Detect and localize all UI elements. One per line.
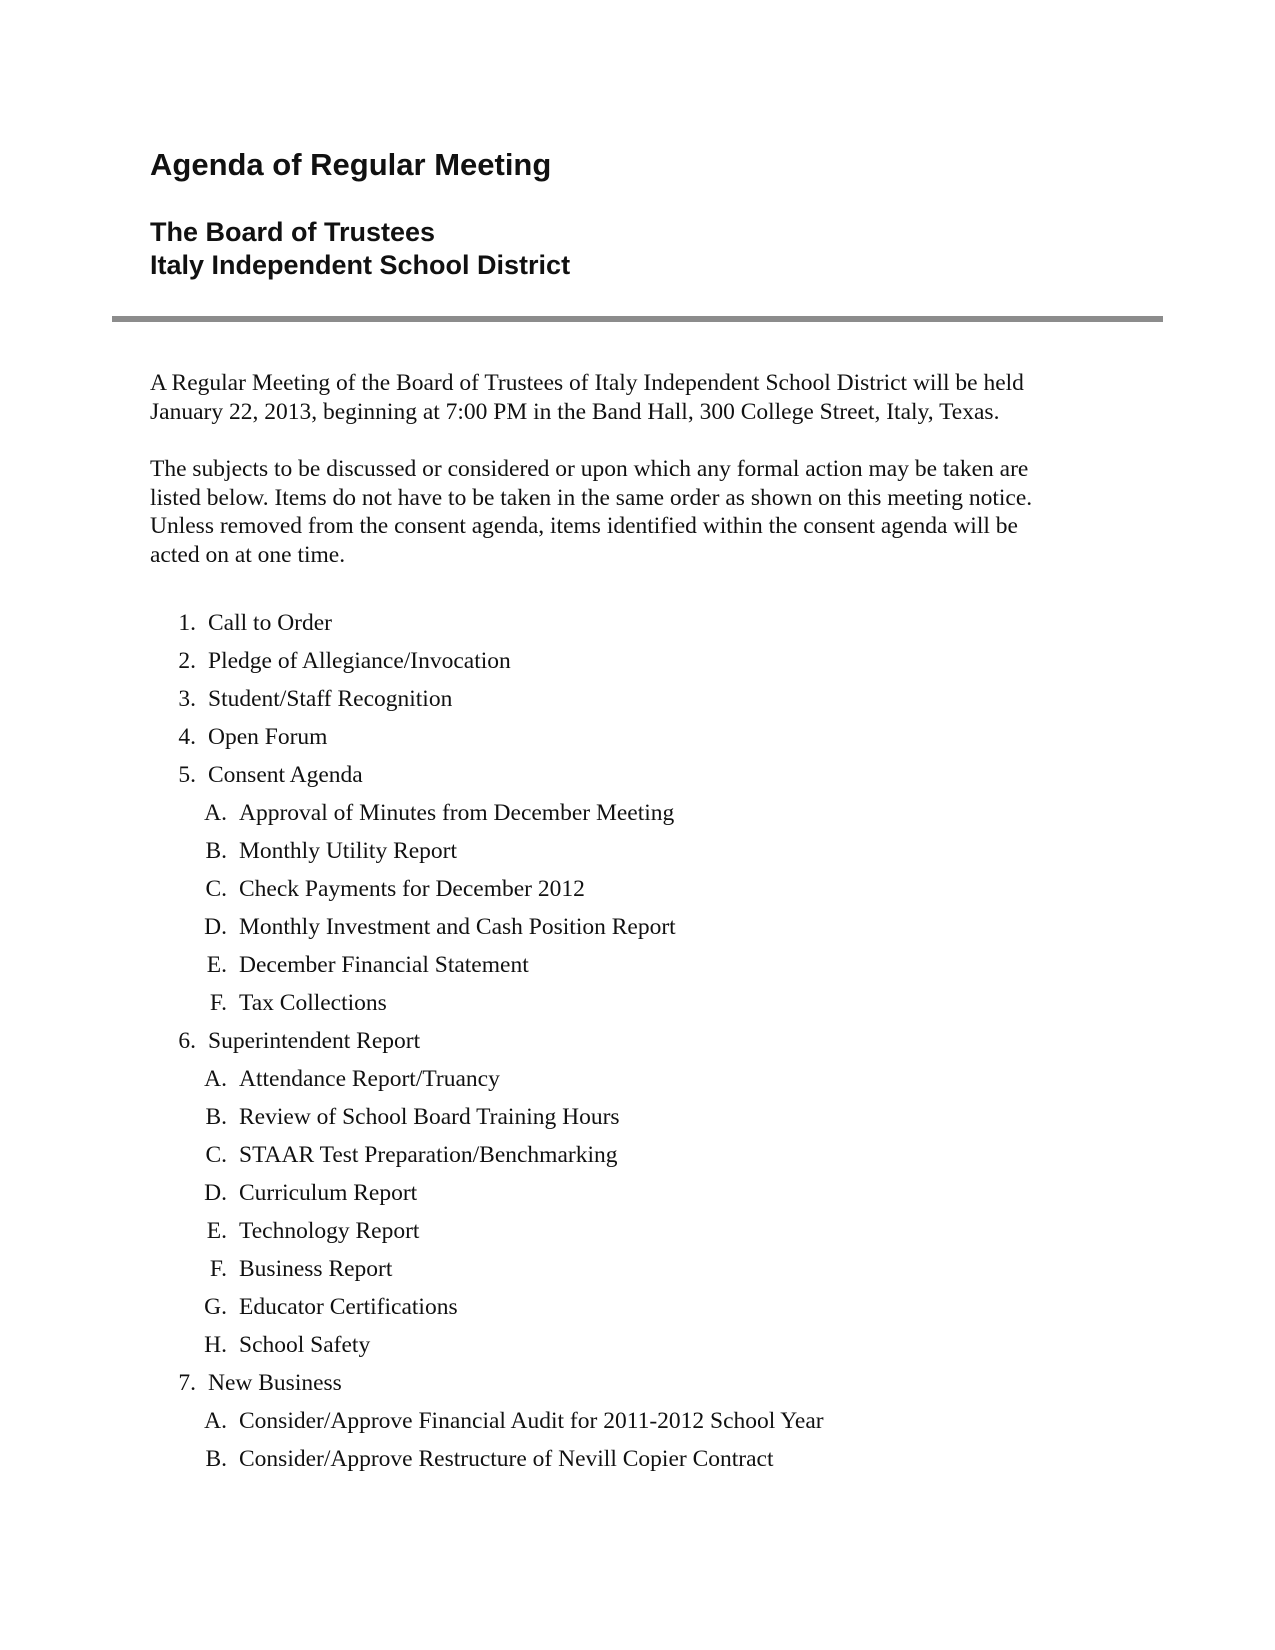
sub-item-letter: E. (206, 952, 227, 978)
horizontal-divider (112, 316, 1163, 322)
sub-item-label: Monthly Utility Report (239, 838, 458, 864)
item-label: Call to Order (208, 610, 332, 636)
item-label: Open Forum (208, 724, 328, 750)
sub-item-label: December Financial Statement (239, 952, 529, 978)
sub-item-letter: E. (206, 1218, 227, 1244)
page-title: Agenda of Regular Meeting (150, 147, 552, 182)
subtitle-board: The Board of Trustees (150, 217, 436, 247)
subjects-paragraph (150, 455, 1150, 569)
sub-item-letter: A. (204, 800, 227, 826)
sub-item-label: Curriculum Report (239, 1180, 418, 1206)
paragraph-line: listed below. Items do not have to be taken in the same order as shown on this meeting notice. (150, 484, 1033, 511)
item-number: 6. (178, 1028, 196, 1054)
sub-item-label: Consider/Approve Restructure of Nevill Copier Contract (239, 1446, 774, 1472)
sub-item-label: Monthly Investment and Cash Position Report (239, 914, 676, 940)
meeting-notice-paragraph (150, 369, 1150, 426)
sub-item-label: Tax Collections (239, 990, 387, 1016)
paragraph-line: January 22, 2013, beginning at 7:00 PM in the Band Hall, 300 College Street, Italy, Texas. (150, 398, 1000, 425)
sub-item-letter: B. (205, 838, 227, 864)
sub-item-label: Check Payments for December 2012 (239, 876, 585, 902)
sub-item-label: School Safety (239, 1332, 371, 1358)
sub-item-label: Review of School Board Training Hours (239, 1104, 620, 1130)
sub-item-letter: C. (205, 1142, 227, 1168)
sub-item-letter: B. (205, 1104, 227, 1130)
subtitle-district: Italy Independent School District (150, 250, 571, 280)
sub-item-letter: C. (205, 876, 227, 902)
sub-item-label: Approval of Minutes from December Meeting (239, 800, 675, 826)
sub-item-label: Consider/Approve Financial Audit for 2011-2012 School Year (239, 1408, 824, 1434)
item-label: Superintendent Report (208, 1028, 421, 1054)
item-number: 3. (178, 686, 196, 712)
sub-item-label: STAAR Test Preparation/Benchmarking (239, 1142, 618, 1168)
item-label: Student/Staff Recognition (208, 686, 453, 712)
sub-item-letter: B. (205, 1446, 227, 1472)
paragraph-line: Unless removed from the consent agenda, items identified within the consent agenda will be (150, 513, 1018, 539)
sub-item-label: Attendance Report/Truancy (239, 1066, 500, 1092)
item-number: 5. (178, 762, 196, 788)
sub-item-letter: A. (204, 1408, 227, 1434)
paragraph-line: The subjects to be discussed or considered or upon which any formal action may be taken are (150, 456, 1029, 482)
sub-item-label: Educator Certifications (239, 1294, 458, 1320)
item-label: Consent Agenda (208, 762, 363, 788)
item-number: 7. (178, 1370, 196, 1396)
item-number: 1. (178, 610, 196, 636)
paragraph-line: A Regular Meeting of the Board of Trustees of Italy Independent School District will be held (150, 370, 1024, 396)
item-number: 4. (178, 724, 196, 750)
sub-item-letter: F. (209, 990, 227, 1016)
sub-item-label: Technology Report (239, 1218, 420, 1244)
sub-item-letter: F. (209, 1256, 227, 1282)
sub-item-letter: D. (204, 914, 227, 940)
sub-item-label: Business Report (239, 1256, 393, 1282)
item-number: 2. (178, 648, 196, 674)
item-label: New Business (208, 1370, 342, 1396)
sub-item-letter: A. (204, 1066, 227, 1092)
sub-item-letter: G. (204, 1294, 227, 1320)
item-label: Pledge of Allegiance/Invocation (208, 648, 511, 674)
sub-item-letter: D. (204, 1180, 227, 1206)
subtitle (150, 216, 570, 282)
sub-item-letter: H. (204, 1332, 227, 1358)
paragraph-line: acted on at one time. (150, 541, 346, 568)
